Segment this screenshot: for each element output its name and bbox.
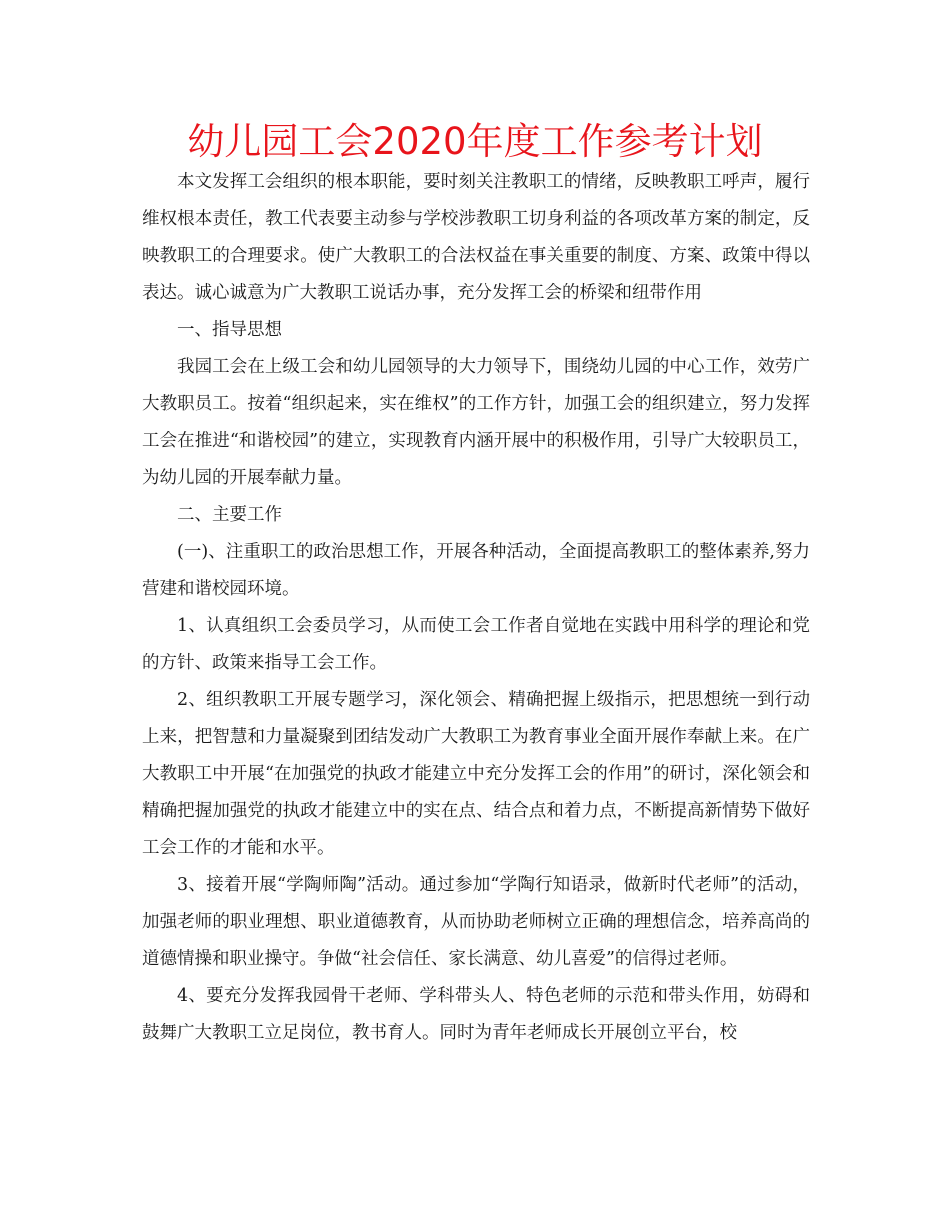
section-heading-main-work: 二、主要工作 (177, 505, 282, 525)
list-item-1: 1、认真组织工会委员学习，从而使工会工作者自觉地在实践中用科学的理论和党的方针、政策来指导工会工作。 (142, 616, 810, 673)
document-body (142, 164, 810, 1052)
section-heading-guiding-thought: 一、指导思想 (177, 320, 282, 340)
list-item-3: 3、接着开展“学陶师陶”活动。通过参加“学陶行知语录，做新时代老师”的活动，加强老师的职业理想、职业道德教育，从而协助老师树立正确的理想信念，培养高尚的道德情操和职业操守。争做“社会信任、家长满意、幼儿喜爱”的信得过老师。 (142, 875, 810, 969)
document-title: 幼儿园工会2020年度工作参考计划 (187, 120, 763, 163)
subsection-heading-political-work: (一)、注重职工的政治思想工作，开展各种活动，全面提高教职工的整体素养,努力营建和谐校园环境。 (142, 542, 810, 599)
guiding-thought-paragraph: 我园工会在上级工会和幼儿园领导的大力领导下，围绕幼儿园的中心工作，效劳广大教职员工。按着“组织起来，实在维权”的工作方针，加强工会的组织建立，努力发挥工会在推进“和谐校园”的建立，实现教育内涵开展中的积极作用，引导广大较职员工，为幼儿园的开展奉献力量。 (142, 357, 810, 488)
intro-paragraph: 本文发挥工会组织的根本职能，要时刻关注教职工的情绪，反映教职工呼声，履行维权根本责任，教工代表要主动参与学校涉教职工切身利益的各项改革方案的制定，反映教职工的合理要求。使广大教职工的合法权益在事关重要的制度、方案、政策中得以表达。诚心诚意为广大教职工说话办事，充分发挥工会的桥梁和纽带作用 (142, 172, 810, 303)
list-item-2: 2、组织教职工开展专题学习，深化领会、精确把握上级指示，把思想统一到行动上来，把智慧和力量凝聚到团结发动广大教职工为教育事业全面开展作奉献上来。在广大教职工中开展“在加强党的执政才能建立中充分发挥工会的作用”的研讨，深化领会和精确把握加强党的执政才能建立中的实在点、结合点和着力点，不断提高新情势下做好工会工作的才能和水平。 (142, 690, 810, 858)
list-item-4: 4、要充分发挥我园骨干老师、学科带头人、特色老师的示范和带头作用，妨碍和鼓舞广大教职工立足岗位，教书育人。同时为青年老师成长开展创立平台，校 (142, 986, 810, 1043)
